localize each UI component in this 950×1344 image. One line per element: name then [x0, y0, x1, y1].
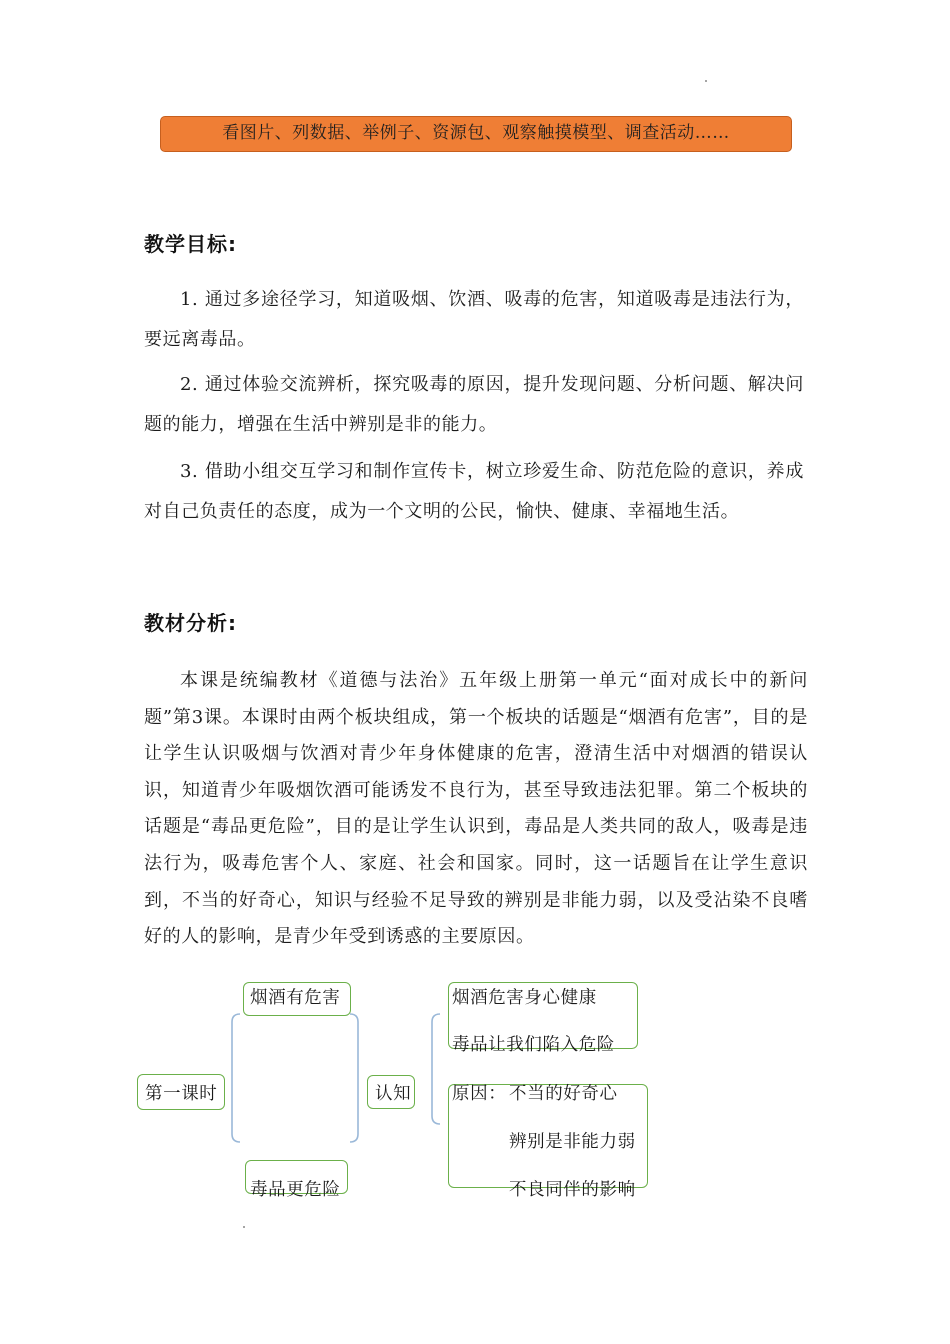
root-label: 第一课时 [145, 1084, 218, 1104]
scan-mark [705, 80, 707, 82]
point-2-label: 毒品让我们陷入危险 [452, 1035, 615, 1055]
analysis-paragraph: 本课是统编教材《道德与法治》五年级上册第一单元“面对成长中的新问题”第3课。本课时由两个板块组成，第一个板块的话题是“烟酒有危害”，目的是让学生认识吸烟与饮酒对青少年身体健康的危害，澄清生活中对烟酒的错误认识，知道青少年吸烟饮酒可能诱发不良行为，甚至导致违法犯罪。第二个板块的话题是“毒品更危险”，目的是让学生认识到，毒品是人类共同的敌人，吸毒是违法行为，吸毒危害个人、家庭、社会和国家。同时，这一话题旨在让学生意识到，不当的好奇心，知识与经验不足导致的辨别是非能力弱，以及受沾染不良嗜好的人的影响，是青少年受到诱惑的主要原因。 [144, 670, 808, 948]
scan-mark-2 [243, 1226, 245, 1228]
left-brace [232, 1014, 240, 1142]
method-banner: 看图片、列数据、举例子、资源包、观察触摸模型、调查活动…… [160, 116, 792, 152]
middle-brace [350, 1014, 358, 1142]
reason-2-label: 辨别是非能力弱 [509, 1132, 636, 1152]
topic-2-label: 毒品更危险 [250, 1180, 341, 1200]
reason-1-label: 不当的好奇心 [509, 1084, 618, 1104]
goal-item-3: 3. 借助小组交互学习和制作宣传卡，树立珍爱生命、防范危险的意识，养成对自己负责任的态度，成为一个文明的公民，愉快、健康、幸福地生活。 [144, 461, 804, 522]
goals-heading: 教学目标: [144, 232, 237, 256]
goal-item-2: 2. 通过体验交流辨析，探究吸毒的原因，提升发现问题、分析问题、解决问题的能力，增强在生活中辨别是非的能力。 [144, 374, 804, 435]
point-1-label: 烟酒危害身心健康 [452, 988, 597, 1008]
reason-3-label: 不良同伴的影响 [509, 1180, 636, 1200]
middle-label: 认知 [375, 1084, 412, 1104]
analysis-heading: 教材分析: [144, 611, 237, 635]
reason-heading: 原因： [452, 1084, 507, 1104]
topic-1-label: 烟酒有危害 [250, 988, 341, 1008]
right-brace [432, 1014, 440, 1124]
goal-item-1: 1. 通过多途径学习，知道吸烟、饮酒、吸毒的危害，知道吸毒是违法行为，要远离毒品。 [144, 289, 804, 350]
